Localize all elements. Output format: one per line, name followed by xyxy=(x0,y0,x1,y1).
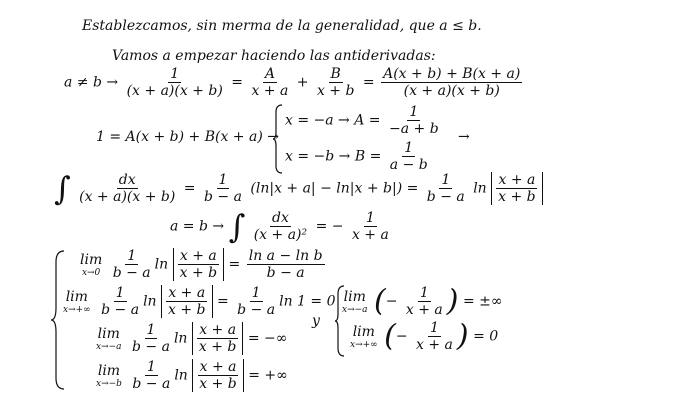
limit-row-1: lim x→0 $\frac{1}{b - a}$ ln $\frac{x + a}{x + b}$ = $\frac{\text{ln a − ln b}}{b - a}$ xyxy=(80,248,323,281)
equation-integral-general: ∫ $\frac{dx}{(x + a)(x + b)}$ = $\frac{1}{b - a}$ (ln|x + a| − ln|x + b|) = $\frac{1}{b - a}$ ln $\frac{x + a}{x + b}$ xyxy=(54,172,543,205)
limit-simple-row-1: lim x→−a (− $\frac{1}{x + a}$ ) = ±∞ xyxy=(342,283,503,319)
eq1-equals-2: = xyxy=(362,74,375,91)
eq1-equals: = xyxy=(231,74,243,91)
limit-row-3: lim x→−a $\frac{1}{b - a}$ ln $\frac{x + a}{x + b}$ = −∞ xyxy=(96,322,288,355)
equation-partial-fractions xyxy=(64,66,524,99)
heading-text: Vamos a empezar haciendo las antiderivadas: xyxy=(112,48,436,64)
limit-simple-row-2: lim x→+∞ (− $\frac{1}{x + a}$ ) = 0 xyxy=(350,318,499,354)
coefficient-A-line: x = −a → A = $\frac{1}{-a + b}$ xyxy=(285,104,439,137)
limit-row-4: lim x→−b $\frac{1}{b - a}$ ln $\frac{x + a}{x + b}$ = +∞ xyxy=(96,359,288,392)
limit-row-2: lim x→+∞ $\frac{1}{b - a}$ ln $\frac{x + a}{x + b}$ = $\frac{1}{b - a}$ ln 1 = 0 xyxy=(63,285,336,318)
equation-integral-equal: a = b → ∫ $\frac{dx}{\text{(x + a)²}}$ = − $\frac{1}{x + a}$ xyxy=(170,207,389,246)
integral-sign-icon: ∫ xyxy=(54,169,71,208)
intro-text: Establezcamos, sin merma de la generalidad, que a ≤ b. xyxy=(82,18,482,34)
left-brace-icon xyxy=(272,104,284,174)
coefficient-B-line: x = −b → B = $\frac{1}{a - b}$ xyxy=(285,140,428,173)
equation-coefficients-lhs: 1 = A(x + b) + B(x + a) → xyxy=(96,129,279,145)
eq1-fraction-2: $\frac{A}{x + a}$ xyxy=(251,66,289,99)
left-brace-icon xyxy=(50,250,66,390)
eq1-fraction-4: $\frac{A(x + b) + B(x + a)}{(x + a)(x + b)}$ xyxy=(383,66,521,99)
eq1-plus: + xyxy=(296,74,309,91)
coefficient-arrow: → xyxy=(458,129,470,145)
eq1-fraction-1: $\frac{1}{(x + a)(x + b)}$ xyxy=(126,66,223,99)
eq1-lhs: a ≠ b → xyxy=(64,74,119,91)
integral-sign-icon: ∫ xyxy=(228,207,246,246)
conjunction-y: y xyxy=(312,313,320,329)
eq1-fraction-3: $\frac{B}{x + b}$ xyxy=(316,66,355,99)
